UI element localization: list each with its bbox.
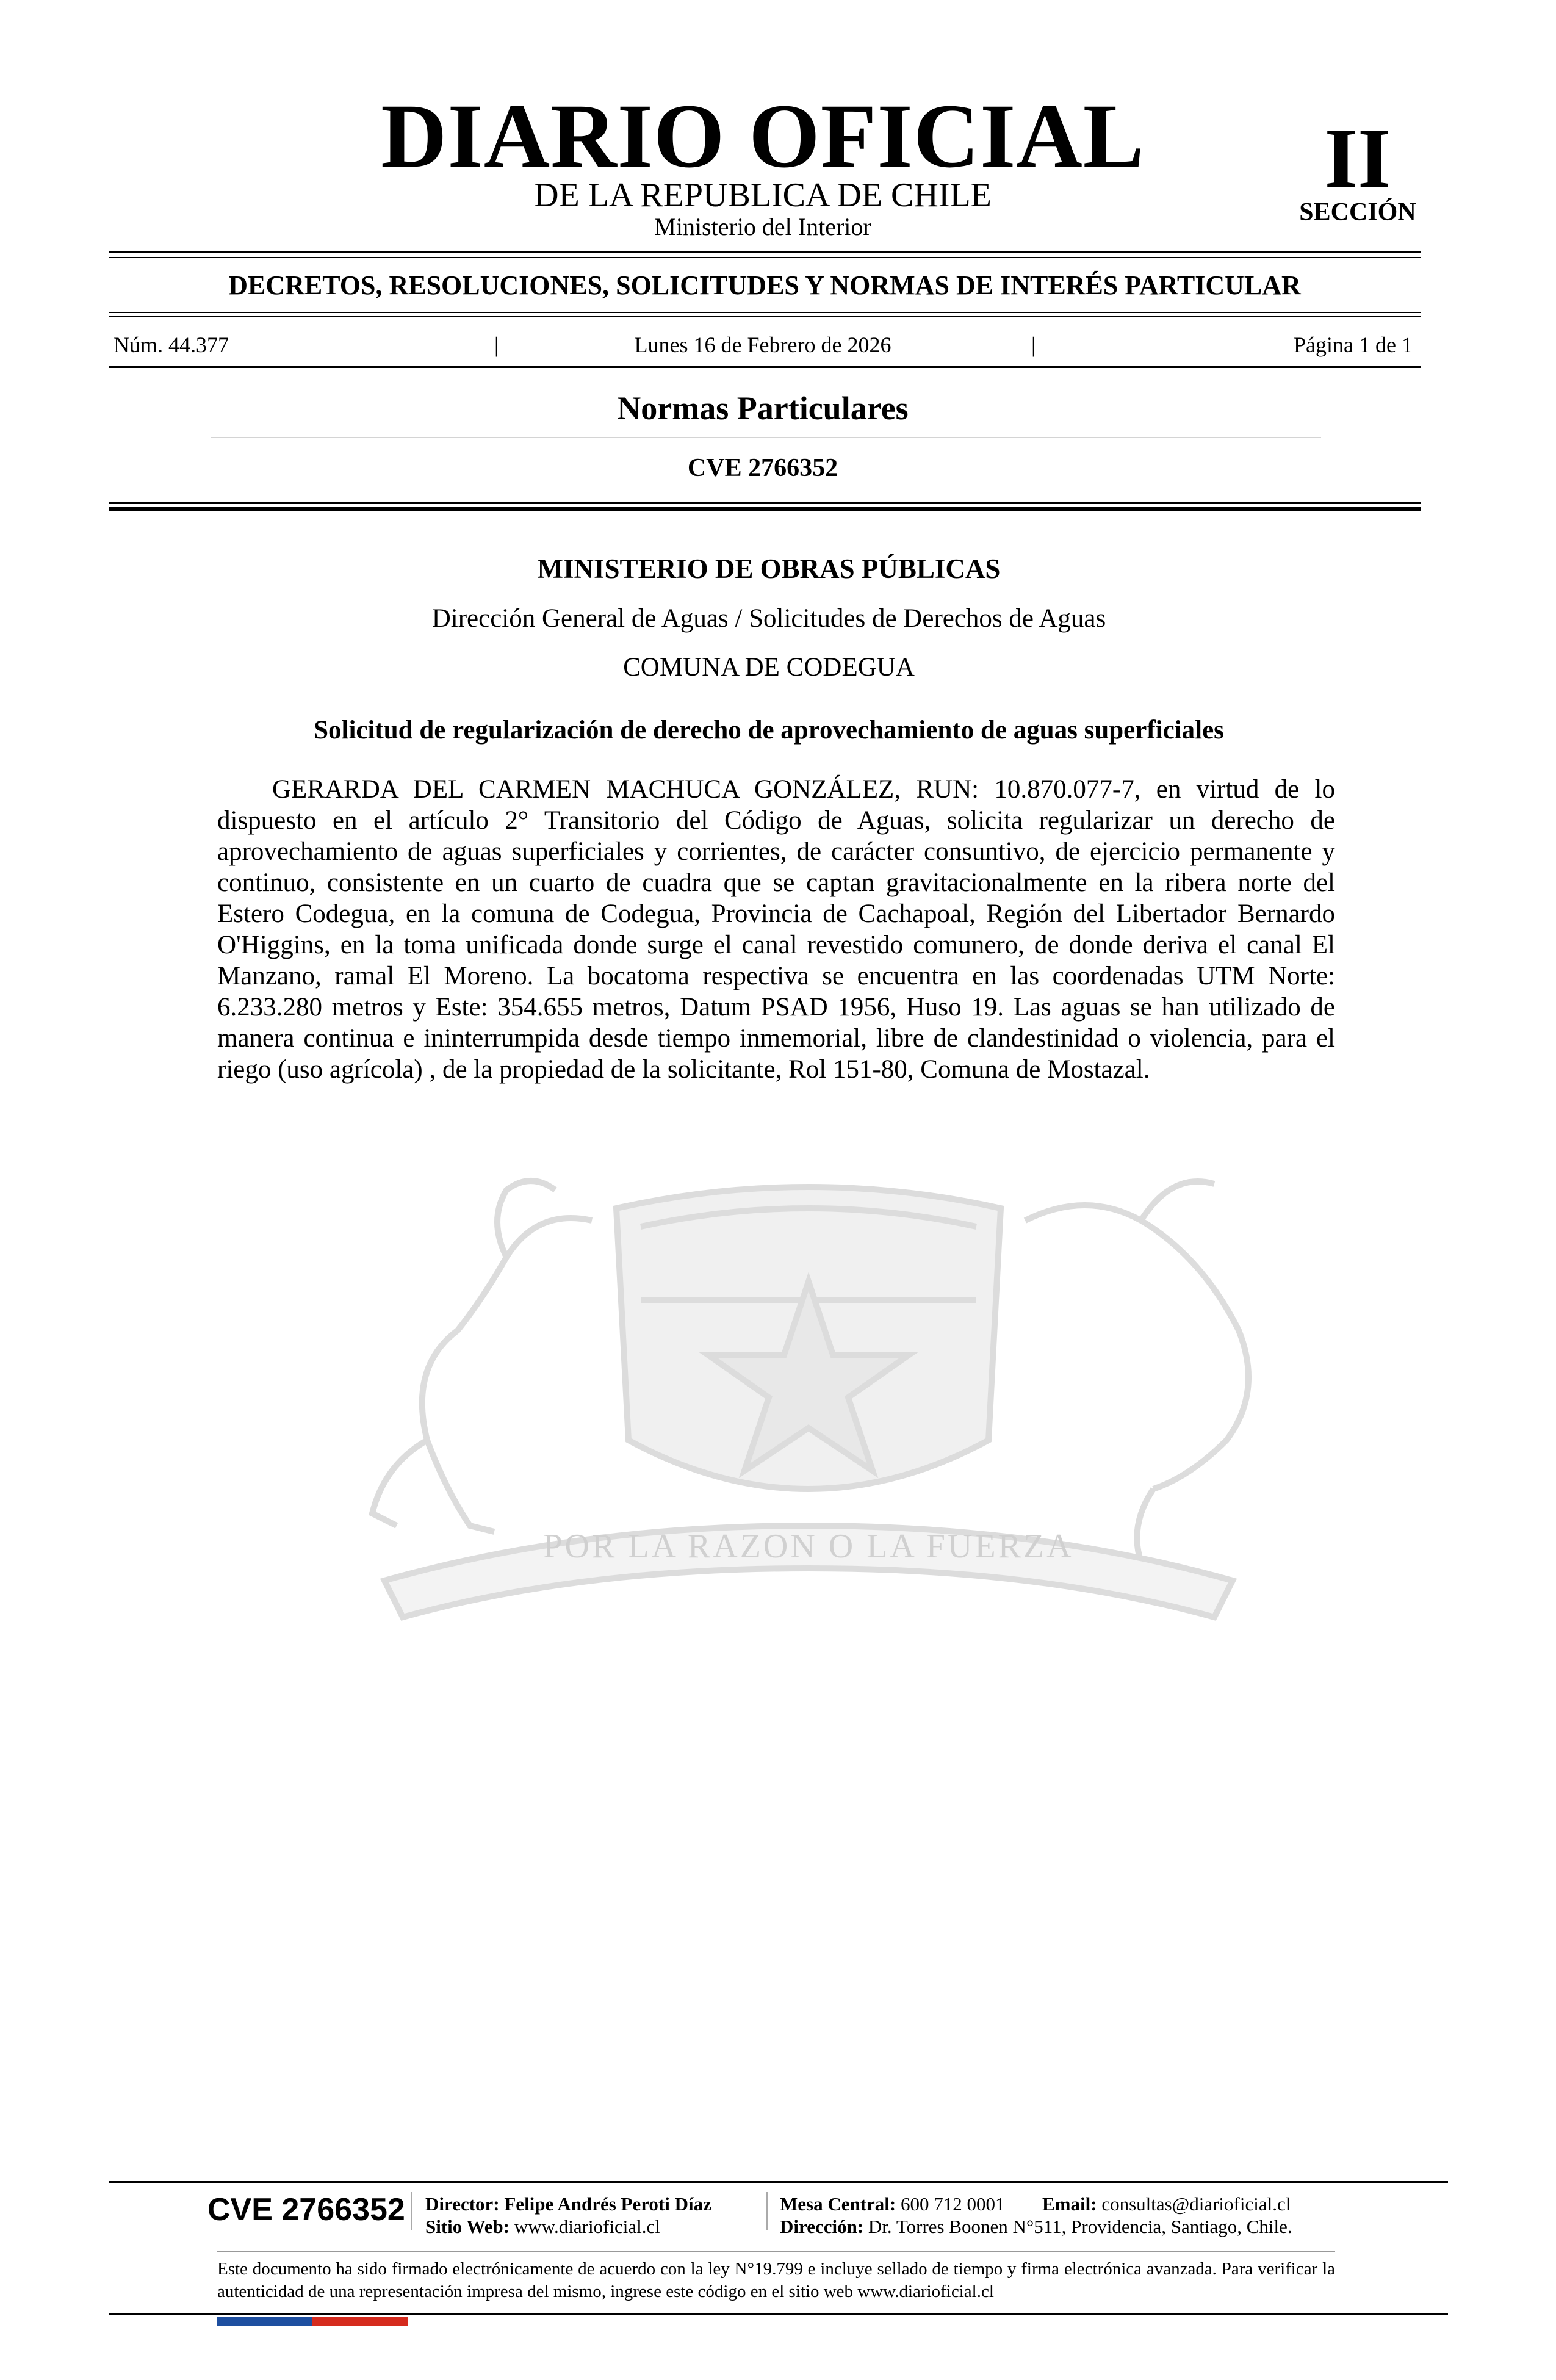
footer-director (425, 2194, 711, 2213)
footer-rule (109, 2181, 1448, 2183)
phone-number: 600 712 0001 (901, 2193, 1005, 2215)
phone-label: Mesa Central: (780, 2193, 896, 2215)
director-name: Felipe Andrés Peroti Díaz (504, 2193, 711, 2215)
commune: COMUNA DE CODEGUA (623, 653, 915, 682)
norms-title: Normas Particulares (617, 390, 909, 427)
directorate: Dirección General de Aguas / Solicitudes de Derechos de Aguas (431, 604, 1106, 633)
cve-code: CVE 2766352 (687, 454, 838, 482)
address-text: Dr. Torres Boonen N°511, Providencia, Santiago, Chile. (868, 2216, 1292, 2237)
issue-date: Lunes 16 de Febrero de 2026 (634, 333, 891, 357)
category-rule-thin (109, 312, 1421, 313)
masthead-ministry: Ministerio del Interior (654, 213, 871, 240)
coat-of-arms-icon (275, 1098, 1342, 1648)
footer-email (1042, 2194, 1291, 2213)
watermark-motto: POR LA RAZON O LA FUERZA (543, 1527, 1074, 1565)
flag-red-segment (312, 2317, 408, 2326)
masthead-rule-top (109, 251, 1421, 253)
masthead-title: DIARIO OFICIAL (381, 85, 1145, 187)
section-label: SECCIÓN (1299, 198, 1416, 226)
masthead-subtitle: DE LA REPUBLICA DE CHILE (534, 176, 992, 214)
website-label: Sitio Web: (425, 2216, 510, 2237)
footer-website (425, 2217, 660, 2236)
footer-disclaimer: Este documento ha sido firmado electrónicamente de acuerdo con la ley N°19.799 e incluye sellado de tiempo y firma electrónica avanzada. Para verificar la autenticidad de una representación impresa del mismo, ingrese este código en el sitio web www.diarioficial.cl (217, 2259, 1335, 2301)
header-rule-thin (109, 502, 1421, 504)
request-title: Solicitud de regularización de derecho de aprovechamiento de aguas superficiales (314, 716, 1224, 745)
footer-divider (766, 2192, 768, 2230)
email-link[interactable]: consultas@diarioficial.cl (1101, 2193, 1291, 2215)
masthead-rule-thin (109, 257, 1421, 258)
body-paragraph: GERARDA DEL CARMEN MACHUCA GONZÁLEZ, RUN: 10.870.077-7, en virtud de lo dispuesto en el artículo 2° Transitorio del Código de Aguas, solicita regularizar un derecho de aprovechamiento de aguas superficiales y corrientes, de carácter consuntivo, de ejercicio permanente y continuo, consistente en un cuarto de cuadra que se captan gravitacionalmente en la ribera norte del Estero Codegua, en la comuna de Codegua, Provincia de Cachapoal, Región del Libertador Bernardo O'Higgins, en la toma unificada donde surge el canal revestido comunero, de donde deriva el canal El Manzano, ramal El Moreno. La bocatoma respectiva se encuentra en las coordenadas UTM Norte: 6.233.280 metros y Este: 354.655 metros, Datum PSAD 1956, Huso 19. Las aguas se han utilizado de manera continua e ininterrumpida desde tiempo inmemorial, libre de clandestinidad o violencia, para el riego (uso agrícola) , de la propiedad de la solicitante, Rol 151-80, Comuna de Mostazal. (217, 775, 1335, 1084)
address-label: Dirección: (780, 2216, 864, 2237)
section-number: II (1324, 111, 1391, 206)
info-separator: | (1031, 333, 1036, 357)
footer-rule-bottom (109, 2313, 1448, 2315)
category-title: DECRETOS, RESOLUCIONES, SOLICITUDES Y NORMAS DE INTERÉS PARTICULAR (228, 270, 1301, 300)
footer-phone (780, 2194, 1005, 2213)
director-label: Director: (425, 2193, 500, 2215)
info-separator: | (494, 333, 499, 357)
ministry-name: MINISTERIO DE OBRAS PÚBLICAS (537, 554, 1001, 584)
issue-number: Núm. 44.377 (113, 333, 229, 357)
website-link[interactable]: www.diarioficial.cl (514, 2216, 660, 2237)
footer-address (780, 2217, 1292, 2236)
info-rule (109, 366, 1421, 368)
flag-color-bar (217, 2317, 408, 2326)
email-label: Email: (1042, 2193, 1097, 2215)
footer-divider (411, 2192, 412, 2230)
footer-rule-inner (217, 2251, 1335, 2252)
category-rule-thick (109, 316, 1421, 317)
footer-cve-code: CVE 2766352 (207, 2192, 405, 2227)
header-rule-thick (109, 507, 1421, 511)
page-indicator: Página 1 de 1 (1294, 333, 1413, 357)
flag-blue-segment (217, 2317, 312, 2326)
norms-underline (211, 437, 1321, 438)
